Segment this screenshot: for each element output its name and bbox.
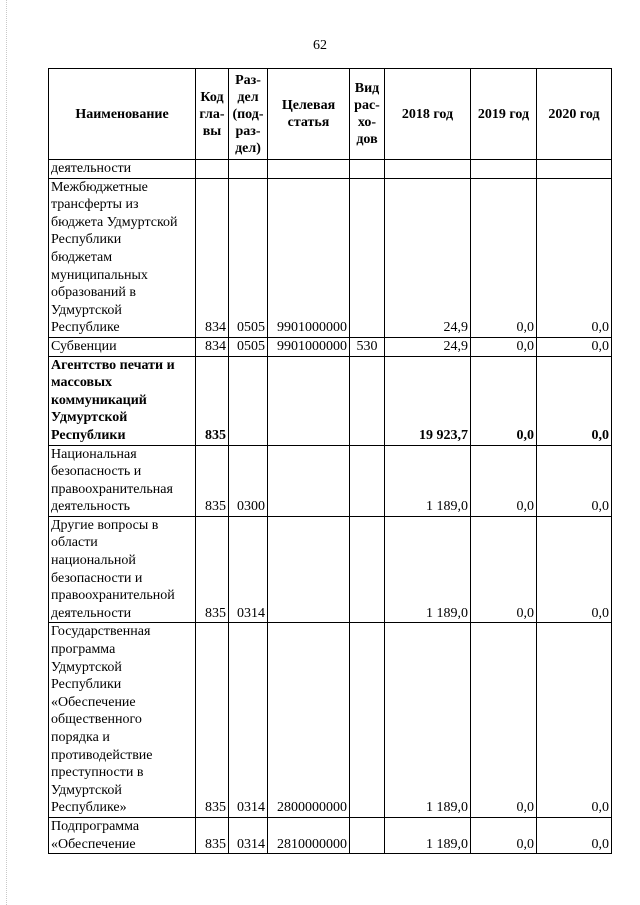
cell-expense-type xyxy=(350,356,385,445)
header-target-article: Целевая статья xyxy=(268,69,350,160)
cell-2020: 0,0 xyxy=(537,337,612,356)
cell-2020: 0,0 xyxy=(537,516,612,623)
cell-article: 9901000000 xyxy=(268,178,350,337)
cell-expense-type xyxy=(350,623,385,818)
header-section: Раз- дел (под- раз- дел) xyxy=(229,69,268,160)
header-2018: 2018 год xyxy=(385,69,471,160)
cell-2020: 0,0 xyxy=(537,817,612,853)
header-chapter-code: Код гла- вы xyxy=(196,69,229,160)
cell-2019: 0,0 xyxy=(471,516,537,623)
cell-2018: 24,9 xyxy=(385,178,471,337)
cell-expense-type xyxy=(350,516,385,623)
cell-2019: 0,0 xyxy=(471,356,537,445)
cell-article xyxy=(268,356,350,445)
cell-expense-type xyxy=(350,160,385,179)
cell-name: Субвенции xyxy=(49,337,196,356)
budget-table xyxy=(48,68,612,854)
cell-name: Межбюджетные трансферты из бюджета Удмуртской Республики бюджетам муниципальных образований в Удмуртской Республике xyxy=(49,178,196,337)
cell-chapter: 834 xyxy=(196,337,229,356)
table-row xyxy=(49,445,612,516)
cell-2019 xyxy=(471,160,537,179)
cell-2018: 24,9 xyxy=(385,337,471,356)
cell-2019: 0,0 xyxy=(471,817,537,853)
header-2020: 2020 год xyxy=(537,69,612,160)
cell-name: Другие вопросы в области национальной безопасности и правоохранительной деятельности xyxy=(49,516,196,623)
cell-2019: 0,0 xyxy=(471,445,537,516)
cell-chapter: 835 xyxy=(196,623,229,818)
cell-2019: 0,0 xyxy=(471,337,537,356)
cell-article xyxy=(268,516,350,623)
cell-chapter xyxy=(196,160,229,179)
cell-2020 xyxy=(537,160,612,179)
cell-2020: 0,0 xyxy=(537,623,612,818)
cell-chapter: 835 xyxy=(196,445,229,516)
cell-article xyxy=(268,160,350,179)
cell-expense-type xyxy=(350,178,385,337)
cell-section: 0314 xyxy=(229,516,268,623)
cell-2019: 0,0 xyxy=(471,623,537,818)
page-edge-line xyxy=(6,0,8,905)
cell-name: деятельности xyxy=(49,160,196,179)
cell-article: 9901000000 xyxy=(268,337,350,356)
cell-name: Подпрограмма «Обеспечение xyxy=(49,817,196,853)
cell-2018: 1 189,0 xyxy=(385,445,471,516)
table-row xyxy=(49,337,612,356)
table-row xyxy=(49,817,612,853)
table-header-row xyxy=(49,69,612,160)
cell-expense-type xyxy=(350,445,385,516)
cell-section: 0300 xyxy=(229,445,268,516)
table-row xyxy=(49,160,612,179)
cell-chapter: 835 xyxy=(196,356,229,445)
cell-2019: 0,0 xyxy=(471,178,537,337)
cell-section: 0505 xyxy=(229,178,268,337)
cell-name: Национальная безопасность и правоохранительная деятельность xyxy=(49,445,196,516)
cell-2018 xyxy=(385,160,471,179)
cell-section: 0314 xyxy=(229,817,268,853)
cell-expense-type xyxy=(350,817,385,853)
cell-2018: 19 923,7 xyxy=(385,356,471,445)
cell-2020: 0,0 xyxy=(537,445,612,516)
cell-2020: 0,0 xyxy=(537,356,612,445)
cell-article: 2810000000 xyxy=(268,817,350,853)
cell-article: 2800000000 xyxy=(268,623,350,818)
header-2019: 2019 год xyxy=(471,69,537,160)
cell-name: Агентство печати и массовых коммуникаций Удмуртской Республики xyxy=(49,356,196,445)
page-number: 62 xyxy=(313,38,327,53)
header-expense-type: Вид рас- хо- дов xyxy=(350,69,385,160)
header-name: Наименование xyxy=(49,69,196,160)
cell-section: 0314 xyxy=(229,623,268,818)
table-row xyxy=(49,178,612,337)
cell-name: Государственная программа Удмуртской Республики «Обеспечение общественного порядка и противодействие преступности в Удмуртской Республике» xyxy=(49,623,196,818)
cell-2018: 1 189,0 xyxy=(385,817,471,853)
cell-section xyxy=(229,160,268,179)
cell-chapter: 835 xyxy=(196,817,229,853)
cell-chapter: 835 xyxy=(196,516,229,623)
cell-2018: 1 189,0 xyxy=(385,623,471,818)
cell-2020: 0,0 xyxy=(537,178,612,337)
cell-expense-type: 530 xyxy=(350,337,385,356)
table-row xyxy=(49,623,612,818)
cell-article xyxy=(268,445,350,516)
cell-2018: 1 189,0 xyxy=(385,516,471,623)
cell-section xyxy=(229,356,268,445)
table-row xyxy=(49,516,612,623)
table-row xyxy=(49,356,612,445)
cell-section: 0505 xyxy=(229,337,268,356)
cell-chapter: 834 xyxy=(196,178,229,337)
